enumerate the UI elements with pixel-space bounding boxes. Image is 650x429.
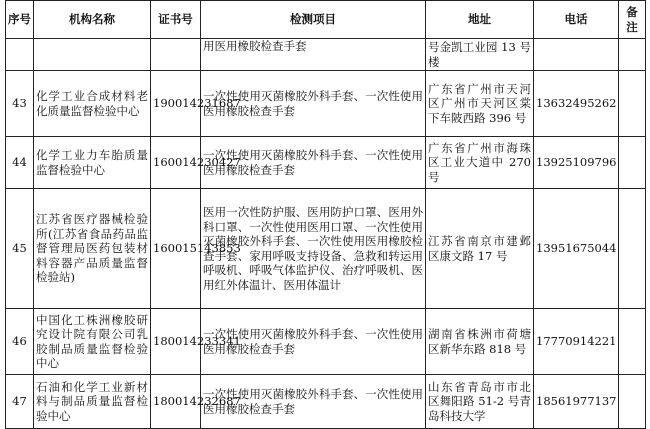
cell-address: 广东省广州市天河区广州市天河区棠下车陂西路 396 号 <box>426 71 534 137</box>
cell-cert: 180014232687 <box>151 375 201 429</box>
col-header-institution: 机构名称 <box>34 1 151 39</box>
cell-items: 一次性使用灭菌橡胶外科手套、一次性使用医用橡胶检查手套 <box>201 309 426 375</box>
cell-cert <box>151 39 201 71</box>
cell-phone: 18561977137 <box>534 375 619 429</box>
cell-note <box>619 309 646 375</box>
col-header-address: 地址 <box>426 1 534 39</box>
col-header-no: 序号 <box>6 1 34 39</box>
cell-cert: 160015143853 <box>151 189 201 309</box>
cell-no <box>6 39 34 71</box>
cell-note <box>619 137 646 189</box>
institution-table <box>5 0 646 429</box>
col-header-items: 检测项目 <box>201 1 426 39</box>
col-header-note: 备注 <box>619 1 646 39</box>
cell-phone: 13632495262 <box>534 71 619 137</box>
cell-institution: 石油和化学工业新材料与制品质量监督检验中心 <box>34 375 151 429</box>
cell-address: 号金凯工业园 13 号楼 <box>426 39 534 71</box>
cell-institution: 化学工业力车胎质量监督检验中心 <box>34 137 151 189</box>
cell-no: 45 <box>6 189 34 309</box>
table-row <box>6 71 646 137</box>
cell-address: 江苏省南京市建邺区康文路 17 号 <box>426 189 534 309</box>
cell-institution: 江苏省医疗器械检验所(江苏省食品药品监督管理局医药包装材料容器产品质量监督检验站) <box>34 189 151 309</box>
cell-items: 用医用橡胶检查手套 <box>201 39 426 71</box>
cell-items: 一次性使用灭菌橡胶外科手套、一次性使用医用橡胶检查手套 <box>201 375 426 429</box>
cell-institution: 中国化工株洲橡胶研究设计院有限公司乳胶制品质量监督检验中心 <box>34 309 151 375</box>
cell-cert: 160014230427 <box>151 137 201 189</box>
cell-items: 一次性使用灭菌橡胶外科手套、一次性使用医用橡胶检查手套 <box>201 71 426 137</box>
cell-items: 医用一次性防护服、医用防护口罩、医用外科口罩、一次性使用医用口罩、一次性使用灭菌橡胶外科手套、一次性使用医用橡胶检查手套、家用呼吸支持设备、急救和转运用呼吸机、呼吸气体监护仪、治疗呼吸机、医用红外体温计、医用体温计 <box>201 189 426 309</box>
table-row <box>6 309 646 375</box>
table-row <box>6 137 646 189</box>
cell-phone: 13925109796 <box>534 137 619 189</box>
col-header-cert: 证书号 <box>151 1 201 39</box>
cell-note <box>619 189 646 309</box>
cell-institution: 化学工业合成材料老化质量监督检验中心 <box>34 71 151 137</box>
cell-no: 43 <box>6 71 34 137</box>
cell-items: 一次性使用灭菌橡胶外科手套、一次性使用医用橡胶检查手套 <box>201 137 426 189</box>
cell-note <box>619 39 646 71</box>
table-row <box>6 39 646 71</box>
cell-phone <box>534 39 619 71</box>
cell-phone: 17770914221 <box>534 309 619 375</box>
cell-address: 山东省青岛市市北区舞阳路 51-2 号青岛科技大学 <box>426 375 534 429</box>
cell-no: 44 <box>6 137 34 189</box>
cell-phone: 13951675044 <box>534 189 619 309</box>
header-row <box>6 1 646 39</box>
cell-no: 46 <box>6 309 34 375</box>
cell-no: 47 <box>6 375 34 429</box>
cell-institution <box>34 39 151 71</box>
cell-address: 湖南省株洲市荷塘区新华东路 818 号 <box>426 309 534 375</box>
table-row <box>6 375 646 429</box>
cell-address: 广东省广州市海珠区工业大道中 270 号 <box>426 137 534 189</box>
cell-cert: 190014231687 <box>151 71 201 137</box>
table-row <box>6 189 646 309</box>
cell-note <box>619 375 646 429</box>
cell-cert: 180014233341 <box>151 309 201 375</box>
cell-note <box>619 71 646 137</box>
col-header-phone: 电话 <box>534 1 619 39</box>
